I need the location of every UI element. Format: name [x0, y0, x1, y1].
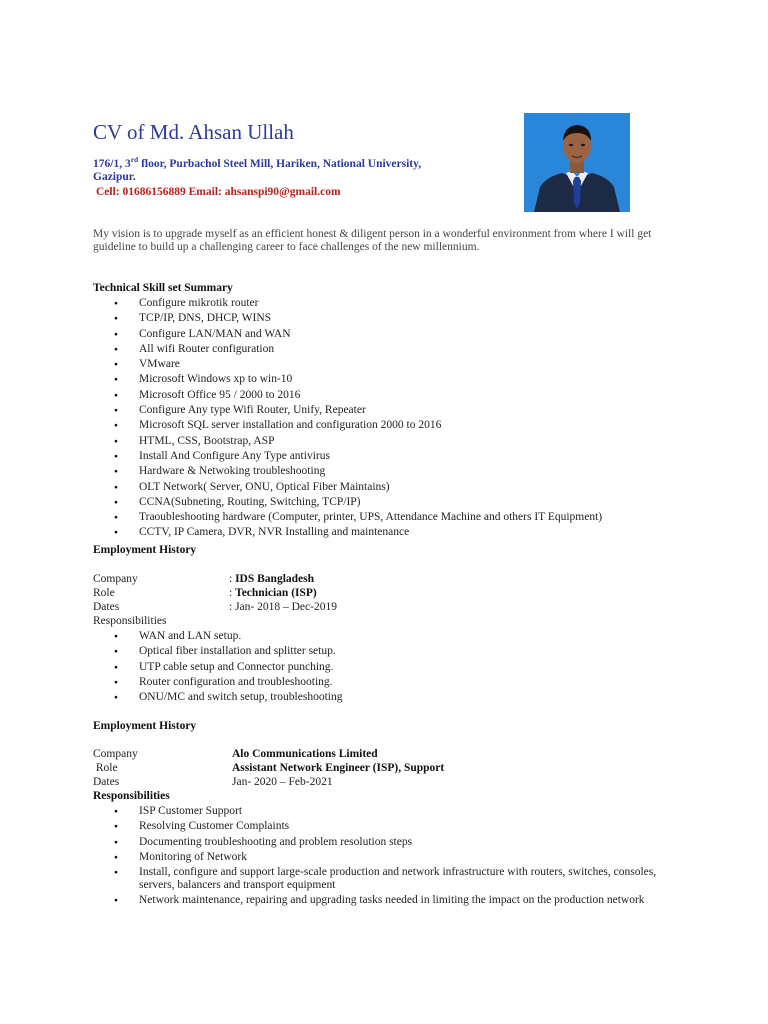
job2-company-label: Company [93, 748, 138, 760]
list-item: ● Microsoft Windows xp to win-10 [93, 372, 602, 387]
employment-heading-2: Employment History [93, 720, 197, 732]
list-item: ● UTP cable setup and Connector punching. [93, 660, 342, 675]
job2-role-value: Assistant Network Engineer (ISP), Support [232, 762, 445, 774]
list-item: ● WAN and LAN setup. [93, 629, 342, 644]
list-item: ● Install, configure and support large-scale production and network infrastructure with routers, switches, consoles, servers, balancers and transport equipment [93, 865, 683, 893]
skills-list [93, 296, 602, 541]
list-item: ● All wifi Router configuration [93, 342, 602, 357]
list-item: ● Configure mikrotik router [93, 296, 602, 311]
employment-heading-1: Employment History [93, 544, 197, 556]
job1-role-value: Technician (ISP) [235, 587, 317, 599]
job1-company [229, 573, 314, 585]
address-part1: 176/1, 3 [93, 158, 131, 170]
list-item: ● Optical fiber installation and splitter setup. [93, 644, 342, 659]
job2-dates-label: Dates [93, 776, 120, 788]
list-item: ● Microsoft SQL server installation and configuration 2000 to 2016 [93, 418, 602, 433]
job1-role [229, 587, 317, 599]
list-item: ● Install And Configure Any Type antivirus [93, 449, 602, 464]
list-item: ● VMware [93, 357, 602, 372]
job1-responsibilities-label: Responsibilities [93, 615, 167, 627]
list-item: ● HTML, CSS, Bootstrap, ASP [93, 434, 602, 449]
list-item: ● Configure LAN/MAN and WAN [93, 327, 602, 342]
list-item: ● TCP/IP, DNS, DHCP, WINS [93, 311, 602, 326]
job2-role-label: Role [93, 762, 118, 774]
vision-statement: My vision is to upgrade myself as an efficient honest & diligent person in a wonderful environment from where I will get guideline to build up a challenging career to face challenges of the new millennium. [93, 228, 652, 253]
list-item: ● Documenting troubleshooting and problem resolution steps [93, 835, 683, 850]
list-item: ● Configure Any type Wifi Router, Unify, Repeater [93, 403, 602, 418]
job1-company-label: Company [93, 573, 138, 585]
job1-company-sep: : [229, 573, 236, 585]
job1-responsibilities-list [93, 629, 342, 705]
address [93, 155, 493, 183]
profile-photo [524, 113, 630, 212]
list-item: ● Traoubleshooting hardware (Computer, printer, UPS, Attendance Machine and others IT Equipment) [93, 510, 602, 525]
list-item: ● Monitoring of Network [93, 850, 683, 865]
page-title: CV of Md. Ahsan Ullah [93, 120, 294, 144]
job1-dates-value: : Jan- 2018 – Dec-2019 [229, 601, 337, 613]
job1-role-sep: : [229, 587, 236, 599]
list-item: ● Network maintenance, repairing and upgrading tasks needed in limiting the impact on the production network [93, 893, 683, 908]
job1-role-label: Role [93, 587, 115, 599]
list-item: ● CCNA(Subneting, Routing, Switching, TCP/IP) [93, 495, 602, 510]
job2-responsibilities-label: Responsibilities [93, 790, 170, 802]
list-item: ● Hardware & Netwoking troubleshooting [93, 464, 602, 479]
job1-dates-label: Dates [93, 601, 120, 613]
list-item: ● ONU/MC and switch setup, troubleshooting [93, 690, 342, 705]
list-item: ● Microsoft Office 95 / 2000 to 2016 [93, 388, 602, 403]
list-item: ● Resolving Customer Complaints [93, 819, 683, 834]
job2-dates-value: Jan- 2020 – Feb-2021 [232, 776, 333, 788]
list-item: ● OLT Network( Server, ONU, Optical Fiber Maintains) [93, 480, 602, 495]
list-item: ● ISP Customer Support [93, 804, 683, 819]
skills-heading: Technical Skill set Summary [93, 282, 233, 294]
list-item: ● CCTV, IP Camera, DVR, NVR Installing and maintenance [93, 525, 602, 540]
address-sup: rd [130, 155, 139, 165]
address-part2: floor, Purbachol Steel Mill, Hariken, National University, [138, 158, 422, 170]
contact-info: Cell: 01686156889 Email: ahsanspi90@gmail.com [96, 186, 341, 198]
address-line2: Gazipur. [93, 170, 136, 183]
list-item: ● Router configuration and troubleshooting. [93, 675, 342, 690]
job2-responsibilities-list [93, 804, 683, 908]
job2-company-value: Alo Communications Limited [232, 748, 378, 760]
job1-company-value: IDS Bangladesh [235, 573, 315, 585]
